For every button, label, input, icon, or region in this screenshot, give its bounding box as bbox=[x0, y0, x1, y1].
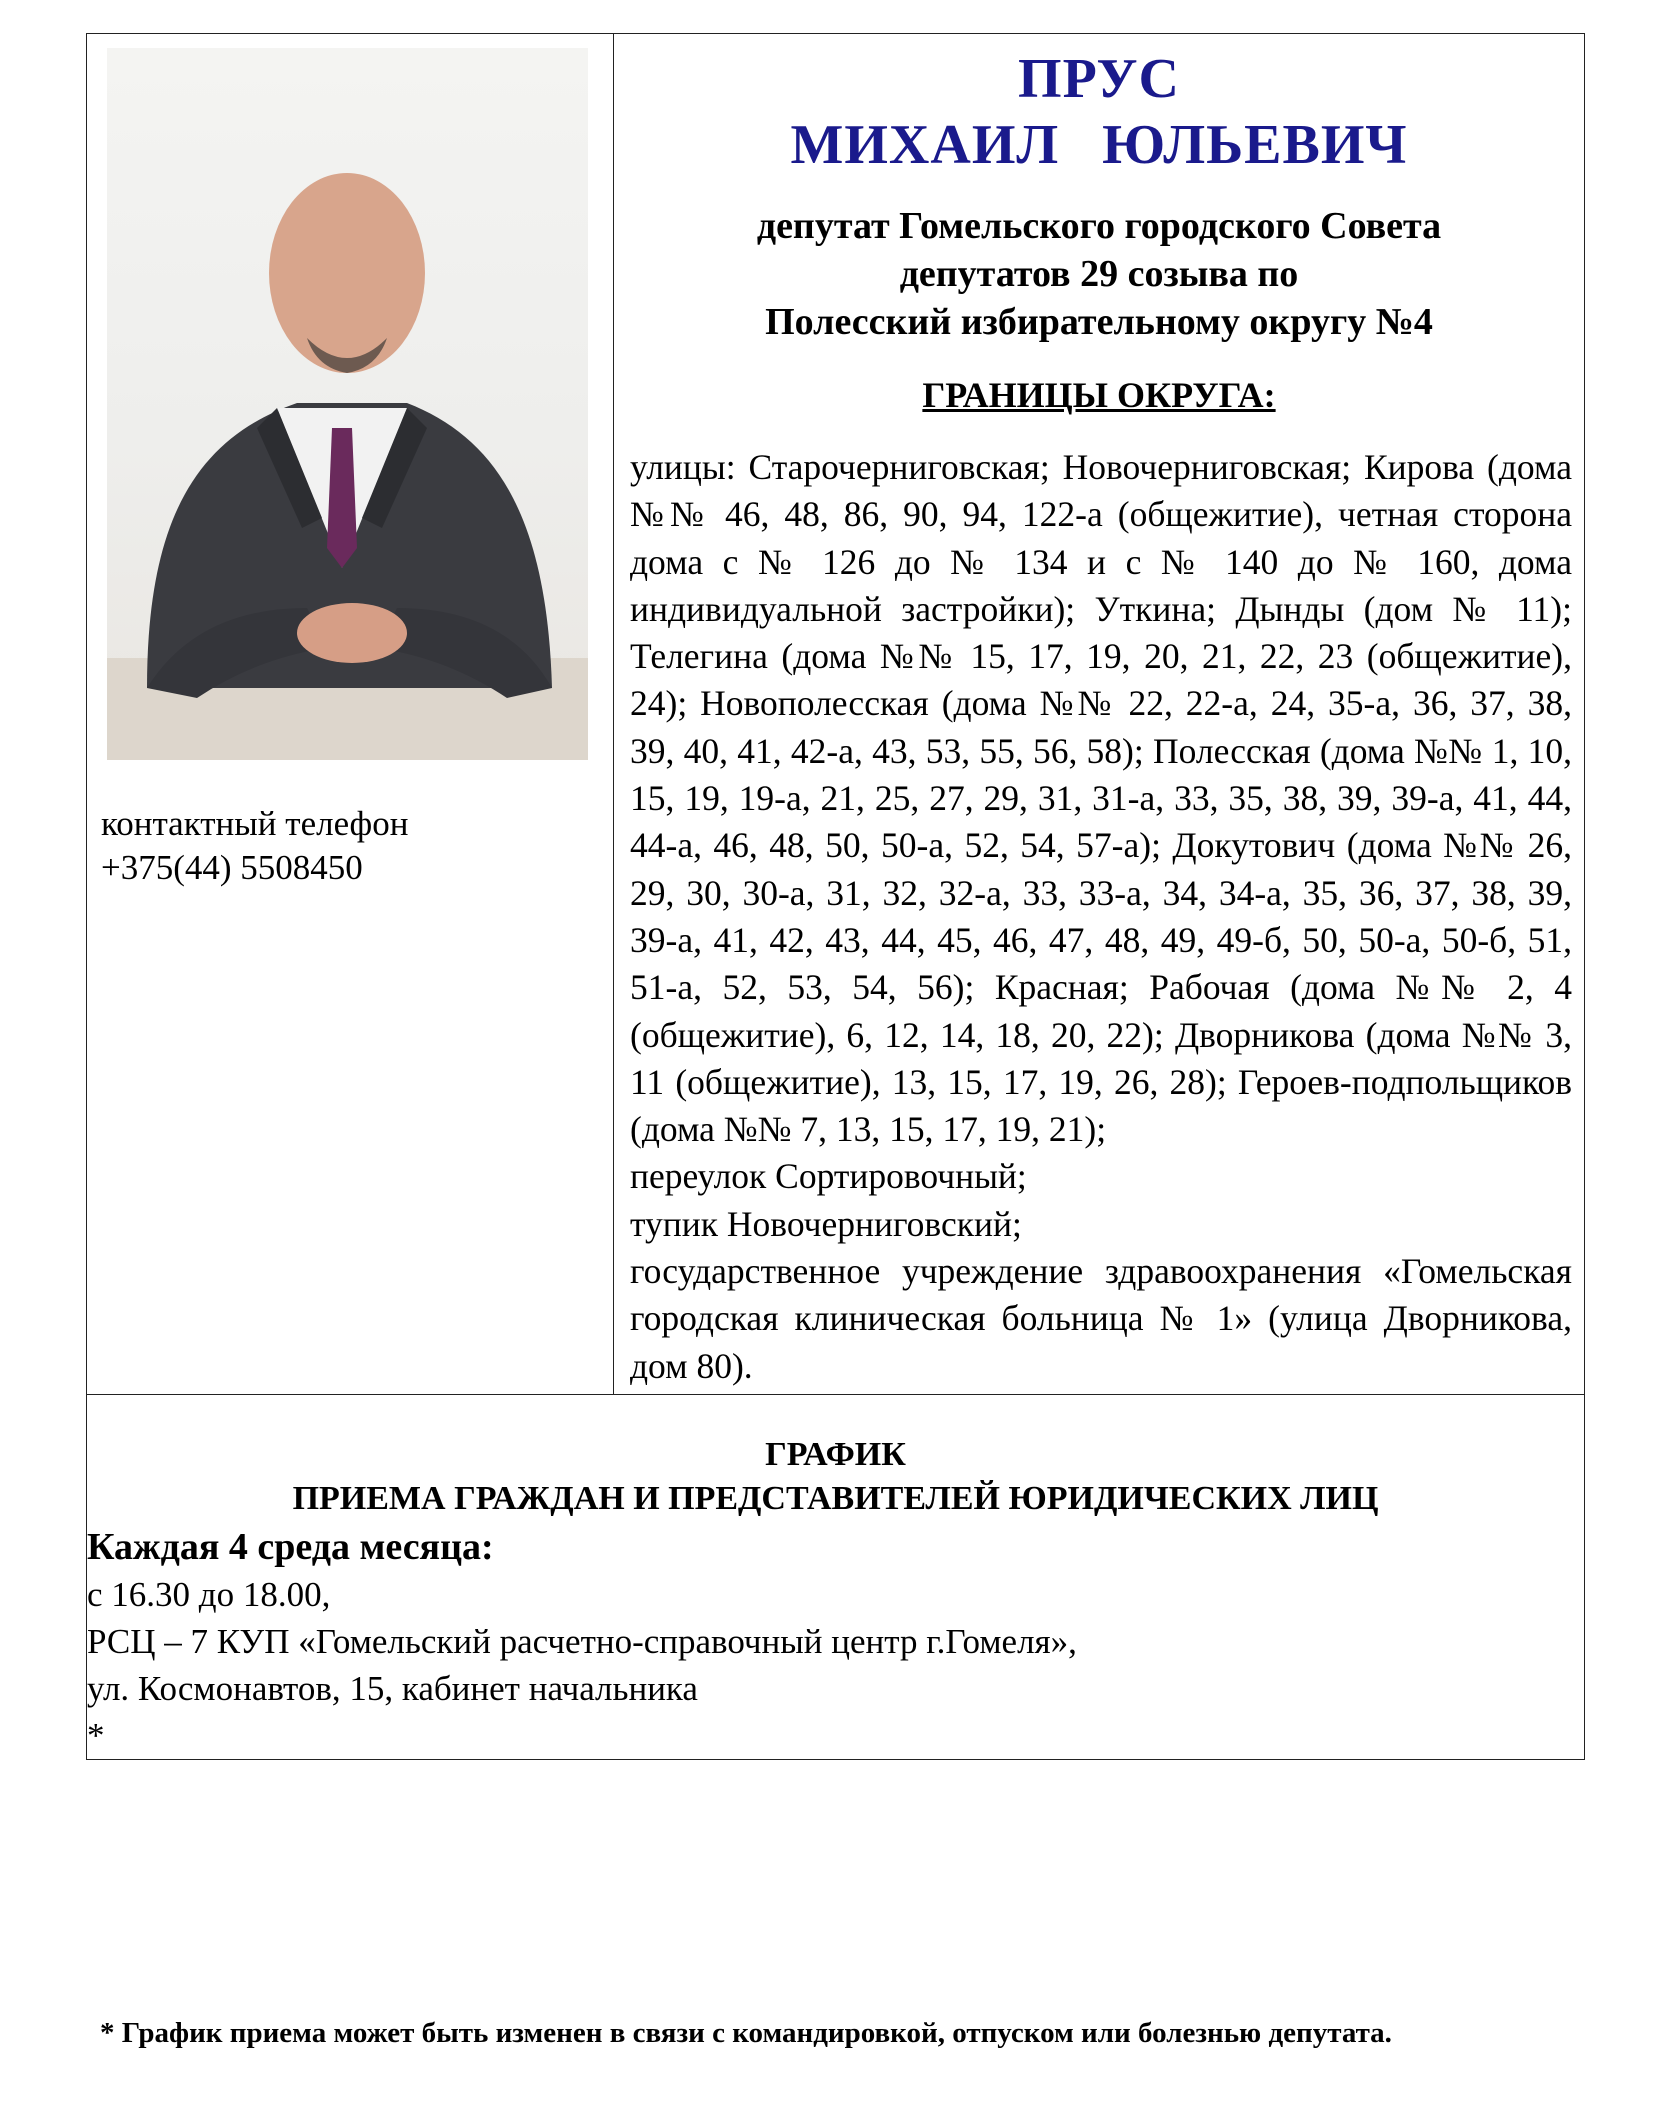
schedule-time: с 16.30 до 18.00, bbox=[87, 1574, 331, 1614]
left-column bbox=[87, 34, 614, 1395]
boundaries-lane: переулок Сортировочный; bbox=[630, 1156, 1027, 1197]
schedule-day: Каждая 4 среда месяца: bbox=[87, 1525, 494, 1568]
deputy-table bbox=[86, 33, 1585, 1760]
schedule-footnote: * График приема может быть изменен в связи с командировкой, отпуском или болезнью депутата. bbox=[100, 2017, 1392, 2049]
schedule-asterisk: * bbox=[87, 1715, 105, 1755]
contact-block bbox=[101, 802, 613, 890]
deputy-card bbox=[86, 33, 1584, 1760]
schedule-place: РСЦ – 7 КУП «Гомельский расчетно-справочный центр г.Гомеля», bbox=[87, 1621, 1077, 1661]
portrait-illustration bbox=[107, 48, 588, 760]
schedule-subtitle: ПРИЕМА ГРАЖДАН И ПРЕДСТАВИТЕЛЕЙ ЮРИДИЧЕСКИХ ЛИЦ bbox=[292, 1479, 1379, 1517]
position-line-3: Полесский избирательному округу №4 bbox=[765, 301, 1433, 343]
boundaries-deadend: тупик Новочерниговский; bbox=[630, 1203, 1022, 1244]
schedule-title: ГРАФИК bbox=[765, 1435, 906, 1473]
deputy-surname: ПРУС bbox=[1018, 48, 1180, 110]
right-column bbox=[614, 34, 1585, 1395]
boundaries-institution: государственное учреждение здравоохранения «Гомельская городская клиническая больница № 1» (улица Дворникова, дом 80). bbox=[630, 1251, 1572, 1386]
deputy-given-names: МИХАИЛ ЮЛЬЕВИЧ bbox=[790, 114, 1408, 176]
boundaries-streets: улицы: Старочерниговская; Новочерниговская; Кирова (дома №№ 46, 48, 86, 90, 94, 122-а (общежитие), четная сторона дома с № 126 до № 134 и с № 140 до № 160, дома индивидуальной застройки); Уткина; Дынды (дом № 11); Телегина (дома №№ 15, 17, 19, 20, 21, 22, 23 (общежитие), 24); Новополесская (дома №№ 22, 22-а, 24, 35-а, 36, 37, 38, 39, 40, 41, 42-а, 43, 53, 55, 56, 58); Полесская (дома №№ 1, 10, 15, 19, 19-а, 21, 25, 27, 29, 31, 31-а, 33, 35, 38, 39, 39-а, 41, 44, 44-а, 46, 48, 50, 50-а, 52, 54, 57-а); Докутович (дома №№ 26, 29, 30, 30-а, 31, 32, 32-а, 33, 33-а, 34, 34-а, 35, 36, 37, 38, 39, 39-а, 41, 42, 43, 44, 45, 46, 47, 48, 49, 49-б, 50, 50-а, 50-б, 51, 51-а, 52, 53, 54, 56); Красная; Рабочая (дома №№ 2, 4 (общежитие), 6, 12, 14, 18, 20, 22); Дворникова (дома №№ 3, 11 (общежитие), 13, 15, 17, 19, 26, 28); Героев-подпольщиков (дома №№ 7, 13, 15, 17, 19, 21); bbox=[630, 447, 1572, 1150]
deputy-photo bbox=[107, 48, 588, 760]
contact-label: контактный телефон bbox=[101, 804, 409, 843]
deputy-name bbox=[614, 46, 1584, 178]
boundaries-text bbox=[614, 444, 1584, 1394]
deputy-position bbox=[614, 202, 1584, 346]
position-line-1: депутат Гомельского городского Совета bbox=[756, 205, 1442, 247]
boundaries-title: ГРАНИЦЫ ОКРУГА: bbox=[922, 375, 1276, 415]
position-line-2: депутатов 29 созыва по bbox=[899, 253, 1299, 295]
schedule-address: ул. Космонавтов, 15, кабинет начальника bbox=[87, 1668, 698, 1708]
schedule-block bbox=[87, 1394, 1585, 1759]
contact-phone: +375(44) 5508450 bbox=[101, 848, 363, 887]
